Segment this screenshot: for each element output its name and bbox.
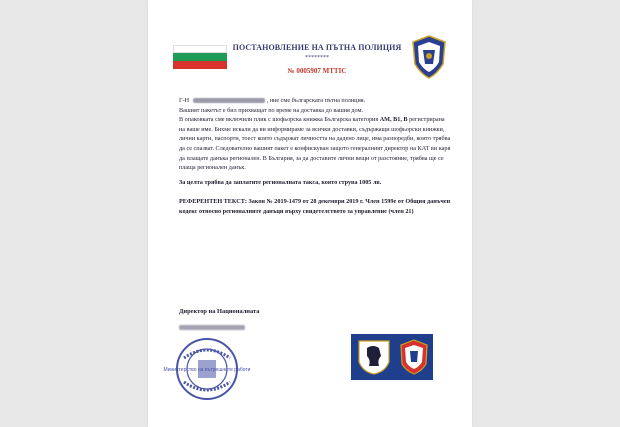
greeting-suffix: , ние сме българската пътна полиция.	[266, 97, 366, 104]
payment-notice: За целта трябва да заплатите регионалната такса, която струва 1005 лв.	[179, 178, 382, 186]
body-paragraph-2	[179, 115, 451, 173]
director-signature-line: Директор на Националната	[179, 308, 260, 315]
referential-text: РЕФЕРЕНТЕН ТЕКСТ: Закон № 2019-1479 от 28 декември 2019 г. Член 1599e от Общия данъчен кодекс относно регионалните данъци върху свидетелството за управление (член 21)	[179, 198, 451, 215]
police-crest-icon	[409, 34, 449, 80]
lion-coat-of-arms-icon	[355, 338, 393, 376]
right-margin	[472, 0, 620, 427]
body-line-1: Вашият пакетът е бил прихващат по време на доставка до вашия дом.	[179, 106, 363, 114]
letter-body	[179, 96, 451, 217]
document-page	[148, 0, 472, 427]
stamp-text: Министерство на вътрешните работи	[163, 367, 251, 373]
police-badge-icon	[398, 338, 430, 376]
greeting-prefix: Г-Н	[179, 97, 190, 104]
reference-number: № 0005907 МТТІС	[287, 67, 347, 75]
license-categories: AM, B1, B	[379, 116, 408, 124]
greeting-line	[179, 96, 451, 106]
left-margin	[0, 0, 148, 427]
redacted-name	[193, 98, 265, 103]
document-title: ПОСТАНОВЛЕНИЕ НА ПЪТНА ПОЛИЦИЯ	[232, 43, 402, 52]
para2-pre: В опаковката сме включили плик с шофьорска книжка Българска категория	[179, 116, 379, 124]
bulgarian-flag-icon	[173, 45, 227, 69]
official-stamp-icon	[163, 336, 251, 402]
title-stars: ********	[305, 55, 329, 61]
para2-post: регистрирана на ваше име. Бихме искали да ви информираме за всички доставки, съдържащи шофьорски книжки, лични карти, паспорти, тоест които съдържат личността на дадено лице, има разпоредби, които трябва да се спазват. Следователно вашият пакет е конфискуван защото генералният директор на КАТ ви каря да плащате данъка регионален. В България, за да доставите лични вещи от разстояние, трябва ще се плаща регионален данък.	[179, 116, 451, 172]
redacted-signature	[179, 325, 245, 330]
